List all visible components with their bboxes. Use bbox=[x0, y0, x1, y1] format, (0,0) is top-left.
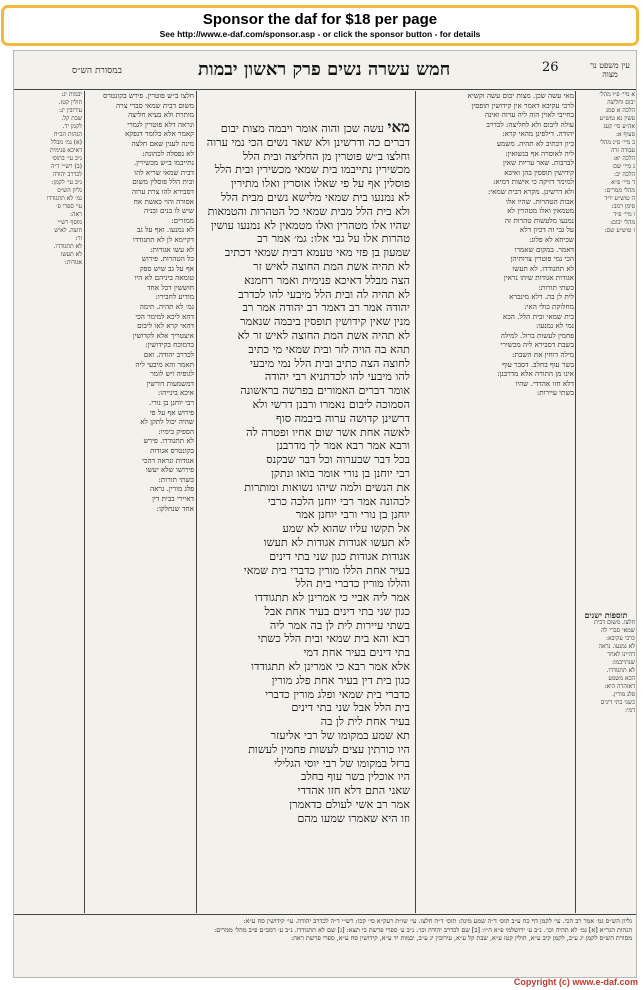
rashi-line: על גבי זה דכיון דלא bbox=[519, 225, 574, 235]
gemara-line: בעיר אחת לית לן בה bbox=[320, 715, 410, 729]
tosafot-yeshanim-line: שמאי סברי לה bbox=[601, 627, 635, 634]
gemara-line: ורבא אמר רבא אמר לך מדרבנן bbox=[276, 439, 410, 453]
ein-mishpat-line: ו מיי׳ פ״ד bbox=[613, 211, 635, 218]
tosafot-line: כדמוכח בקידושין: bbox=[145, 340, 194, 350]
ein-mishpat-line: ד מיי׳ פ״א bbox=[611, 179, 635, 186]
tosafot-line: חוששין דכל אחד bbox=[147, 282, 194, 292]
tosafot-line: לא עשו אגודות: bbox=[150, 244, 194, 254]
header-left-label: במסורת הש״ס bbox=[72, 66, 122, 76]
margin-note-line: לכדרב יהודה bbox=[52, 171, 82, 178]
rashi-line: שכיחא לא פלוג: bbox=[528, 234, 574, 244]
rashi-line: מאי עשה שכן. מצות יבום עשה וקשיא bbox=[467, 91, 574, 100]
gemara-line: לחוצה הצה כתיב ובית הלל נמי מיבעי bbox=[249, 356, 410, 370]
margin-note-line: לא תתגודדו. bbox=[53, 243, 82, 250]
bottom-notes bbox=[22, 917, 632, 975]
tosafot-line: לא נפסלה לכהונה: bbox=[142, 148, 194, 158]
gemara-line: כדברי בית שמאי ופלג מורין כדברי bbox=[265, 687, 410, 701]
margin-note-line: מוסף רש״י bbox=[57, 219, 82, 226]
tosafot-line: בקונטרס אגודות bbox=[150, 445, 194, 455]
gemara-line: לא תעשו אגודות אגודות לא תעשו bbox=[263, 535, 410, 549]
gemara-line: היו אוכלין בשר עוף בחלב bbox=[301, 770, 410, 784]
ein-mishpat-line: ב מיי׳ פ״ג מהל׳ bbox=[599, 139, 635, 146]
gemara-line: רבי יוחנן בן נורי אומר בואו ונתקן bbox=[271, 466, 410, 480]
tosafot-line: קאמר אלא כלומר דנפקא bbox=[124, 129, 194, 139]
tosafot-line: איכא בינייהו: bbox=[157, 388, 194, 398]
gemara-line: וחלצו ב״ש פוטרין מן החליצה ובית הלל bbox=[242, 149, 410, 163]
gemara-line: שהיו אלו מטהרין ואלו מטמאין לא נמנעו עושין bbox=[210, 218, 410, 232]
tosafot-line: אסורה והוי כאשת אח bbox=[133, 196, 194, 206]
tosafot-yeshanim-line: כשני בתי דינים bbox=[600, 699, 635, 706]
tosafot-line: דסבירא להו צרת ערוה bbox=[131, 186, 194, 196]
tosafot-yeshanim-line: שנתייבמו: bbox=[611, 659, 635, 666]
tosafot-yeshanim-title: תוספות ישנים bbox=[584, 611, 628, 619]
rashi-line: נמי לא נמנעו: bbox=[536, 321, 574, 331]
margin-note-line: ראה: bbox=[69, 211, 82, 218]
rashi-line: פחמין לעשות ברזל. למילה bbox=[500, 330, 574, 340]
margin-note-line: לא תעשו bbox=[60, 251, 82, 258]
tosafot-yeshanim-line: דאזהרה היא: bbox=[604, 683, 635, 690]
gemara-line: והללו מורין כדברי בית הלל bbox=[295, 577, 410, 591]
rashi-line: אבות הטהרות. שהיו אלו bbox=[506, 196, 574, 206]
tosafot-line: לגופיה ויש לומר bbox=[150, 369, 194, 379]
gemara-line: אמר ליה אביי כי אמרינן לא תתגודדו bbox=[254, 591, 410, 605]
rashi-line: בשתי עיירות: bbox=[536, 388, 574, 398]
sponsor-banner[interactable] bbox=[1, 5, 639, 46]
tosafot-line: מודיע לחבירו: bbox=[155, 292, 194, 302]
gemara-line: לכהונה אמר רבי יוחנן הלכה כרבי bbox=[267, 494, 410, 508]
rashi-line: ולא דרשינן. מקרא דבית שמאי: bbox=[487, 186, 574, 196]
ein-mishpat-line: ג מיי׳ שם bbox=[613, 163, 635, 170]
rashi-line: בחייבי לאוין הוה ליה ערוה ואינה bbox=[484, 110, 574, 120]
rashi-line: כשתי תורות: bbox=[538, 282, 574, 292]
tosafot-line: איצטריך אלא לקדושין bbox=[132, 330, 194, 340]
margin-note-line: נ״ב עי׳ לקמן: bbox=[51, 179, 82, 186]
tosafot-line: אף על גב שיש ספק bbox=[139, 263, 194, 273]
gemara-line: יהודה אמר רב דאמר רב יהודה אמר רב bbox=[242, 301, 410, 315]
tosafot-line: שיש לו בנים ובניה bbox=[144, 206, 194, 216]
margin-note-line: עירובין יג: bbox=[59, 107, 82, 114]
margin-note-line: יבמות יג: bbox=[61, 91, 82, 98]
rashi-line: בית שמאי ובית הלל. הכא bbox=[502, 311, 574, 321]
gemara-line: בתי דינים בעיר אחת דמי bbox=[303, 646, 410, 660]
gemara-line: ולא בית הלל מבית שמאי כל הטהרות והטמאות bbox=[207, 204, 410, 218]
tosafot-line: לא תתגודדו. פירש bbox=[143, 436, 194, 446]
ein-mishpat-line: הלכה א סמג bbox=[605, 107, 635, 114]
gemara-line: לא תהיה לה ובית הלל מיבעי להו לכדרב bbox=[238, 287, 410, 301]
bottom-note-line: הגהות הגר״א [א] גמ׳ לא תהיה וכו׳. נ״ב ע׳ ירושלמי פ״א ה״ו: [ב] שם לכדרב יהודה וכו׳. נ״ב ע׳ ספרי פרשת כי תצא: [ג] שם לא תתגודדו. נ״ב ע׳ רמב״ם פ״ב מהל׳ ממרים: bbox=[214, 925, 632, 934]
gemara-line: אגודות אגודות כגון שני בתי דינים bbox=[269, 549, 410, 563]
gemara-line: את הנשים ולמה שיהו נשואות ומותרות bbox=[244, 480, 410, 494]
sponsor-title[interactable]: Sponsor the daf for $18 per page bbox=[202, 11, 438, 28]
rashi-line: דלא חזו אהדדי. שהיו bbox=[515, 378, 574, 388]
rashi-line: בשר עוף בחלב. דסבר עוף bbox=[502, 359, 574, 369]
tosafot-yeshanim-line: הכא משמע bbox=[608, 675, 635, 682]
rashi-line: הכי נמי פוטרין צרותיהן bbox=[510, 254, 574, 264]
gemara-line: אל תקשו עליו שהוא לא שמע bbox=[282, 522, 410, 536]
copyright-notice[interactable]: Copyright (c) www.e-daf.com bbox=[513, 977, 638, 987]
daf-number: 26 bbox=[542, 60, 559, 75]
rashi-line: ליה לאוסרה אף בנשואין: bbox=[505, 148, 574, 158]
talmud-page bbox=[13, 50, 637, 978]
margin-divider-left bbox=[84, 91, 85, 913]
margin-note-line: (ב) רש״י ד״ה bbox=[50, 163, 82, 170]
tosafot-line: כל הטהרות. פירוש bbox=[141, 254, 194, 264]
tosafot-line: מינה לענין שאם חלצה bbox=[131, 138, 194, 148]
gemara-line: דרשינן קדושה ערוה ביבמה סוף bbox=[276, 411, 410, 425]
ein-mishpat-line: ה טוש״ע יו״ד bbox=[604, 195, 635, 202]
rashi-line: לרבי עקיבא דאמר אין קידושין תופסין bbox=[471, 100, 574, 110]
gemara-line: אמר רב אשי לעולם כדאמרן bbox=[289, 798, 410, 812]
gemara-line: בשתי עיירות לית לן בה אמר ליה bbox=[269, 618, 410, 632]
tosafot-line: מותרת ולא בעיא חליצה bbox=[128, 110, 194, 120]
gemara-line: בעיר אחת הללו מורין כדברי בית שמאי bbox=[243, 563, 410, 577]
gemara-line: תא שמע במקומו של רבי אליעזר bbox=[270, 729, 410, 743]
rashi-line: לברבות. שאר עריות שאין bbox=[503, 158, 574, 168]
rashi-line: למימר דזיקה כי אישות דמיא: bbox=[492, 177, 574, 187]
gemara-line: רבא והא בית שמאי ובית הלל כשתי bbox=[257, 632, 410, 646]
tosafot-line: שהיה יכול לתקן לא bbox=[140, 417, 194, 427]
ein-mishpat-header: עין משפט נר מצוה bbox=[590, 61, 630, 79]
margin-note-line: נ״ב עי׳ בתוס׳ bbox=[51, 155, 82, 162]
opening-word: מאי bbox=[387, 119, 410, 136]
gemara-line: לא נמנעו בית שמאי מלישא נשים מבית הלל bbox=[221, 190, 410, 204]
gemara-line: ברזל במקומו של רבי יוסי הגלילי bbox=[274, 756, 410, 770]
page-title: חמש עשרה נשים פרק ראשון יבמות bbox=[198, 59, 451, 80]
tosafot-yeshanim-column bbox=[577, 611, 635, 911]
page-header bbox=[14, 57, 636, 87]
margin-note-line: שבת קל. bbox=[61, 115, 82, 122]
gemara-line: שאני התם דלא חזו אהדדי bbox=[297, 784, 410, 798]
bottom-note-line: גליון הש״ס גמ׳ אמר רב הכי. עי׳ לקמן דף כח ע״ב תוס׳ ד״ה שמע מינה: תוס׳ ד״ה חלצו. עי׳ שו״ת רעק״א סי׳ קכו: רש״י ד״ה לכדרב יהודה. עי׳ קידושין סח ע״א: bbox=[243, 917, 632, 925]
rashi-line: כיון דכתיב לא תהיה. משמע bbox=[496, 138, 574, 148]
tosafot-line: ונראה דלא פוטרין לגמרי bbox=[127, 119, 194, 129]
gemara-line: בכל דבר שבערוה וכל דבר שבקנס bbox=[266, 453, 410, 467]
rashi-line: עולה ליבום ולא לחליצה: לכדרב bbox=[486, 119, 574, 129]
tosafot-line: דהא ליכא למימר הכי bbox=[135, 311, 194, 321]
margin-note-line: (א) גמ׳ מבלל bbox=[50, 139, 82, 146]
gemara-line: יוחנן בן נורי ורבי יוחנן אמר bbox=[295, 508, 410, 522]
tosafot-line: ממזרים: bbox=[171, 215, 194, 225]
tosafot-yeshanim-line: לא תתגודדו. bbox=[606, 667, 635, 674]
rashi-line: יהודה. דילפינן מהאי קרא: bbox=[502, 129, 574, 139]
tosafot-line: פלג מורין. נראה bbox=[149, 484, 194, 494]
ein-mishpat-line: מהל׳ יבום: bbox=[610, 219, 635, 226]
rashi-line: לא תתגודדו. לא תעשו bbox=[512, 263, 574, 273]
tosafot-line: נתייבמו ב״ש מכשירין. bbox=[133, 158, 194, 168]
tosafot-line: טומאה ביניהם לא היו bbox=[134, 273, 194, 283]
footer-divider bbox=[14, 914, 637, 915]
tosafot-line: דקיימא לן לא תתגודדו bbox=[132, 234, 194, 244]
gemara-line: לאשה אחת אשר שום אחיו ופטרה לה bbox=[246, 425, 410, 439]
sponsor-subtitle[interactable]: See http://www.e-daf.com/sponsor.asp - or click the sponsor button - for details bbox=[159, 29, 481, 39]
gemara-column bbox=[200, 119, 410, 914]
margin-note-line: הגהות הב״ח bbox=[53, 131, 82, 138]
tosafot-line: אחד שנחלקו: bbox=[156, 503, 194, 513]
gemara-line: הצה מבלל דאיכא פנימית ואמר רחמנא bbox=[244, 273, 410, 287]
tosafot-column bbox=[86, 91, 194, 914]
rashi-line: מחלוקת כולי האי: bbox=[524, 302, 574, 312]
margin-note-line: אגודות: bbox=[64, 259, 82, 266]
tosafot-yeshanim-line: חלצו. משום דבית bbox=[594, 619, 635, 626]
tosafot-line: דמשמעות דורשין bbox=[146, 378, 194, 388]
tosafot-line: פירוש אף על פי bbox=[149, 407, 194, 417]
tosafot-line: פירושו שלא יעשו bbox=[145, 465, 194, 475]
margin-note-line: חוצה. לאיש bbox=[54, 227, 82, 234]
rashi-line: לית לן בה. דלא מינכרא bbox=[509, 292, 574, 302]
ein-mishpat-line: עבודה זרה bbox=[610, 147, 635, 154]
masoret-hashas-column bbox=[16, 91, 82, 914]
gemara-line: לא תהיה אשת המת החוצה לאיש זר לא bbox=[237, 328, 410, 342]
ein-mishpat-line: ז טוש״ע שם: bbox=[604, 227, 635, 234]
gemara-line: שמעון בן פזי מאי טעמא דבית שמאי דכתיב bbox=[224, 246, 410, 260]
tosafot-line: ובית הלל פוסלין משום bbox=[132, 177, 194, 187]
ein-mishpat-line: אה״ע סי׳ קעג bbox=[603, 123, 635, 130]
tosafot-line: לכדרב יהודה. ואם bbox=[143, 350, 194, 360]
tosafot-line: משום דבית שמאי סברי צרה bbox=[116, 100, 194, 110]
ein-mishpat-column bbox=[577, 91, 635, 611]
ein-mishpat-line: א מיי׳ פ״ו מהל׳ bbox=[599, 91, 635, 98]
gemara-line: לא תהיה אשת המת החוצה לאיש זר bbox=[253, 259, 410, 273]
margin-divider-right bbox=[575, 91, 576, 913]
margin-note-line: גליון הש״ס bbox=[57, 187, 82, 194]
rashi-line: נמנעו מלעשות טהרות זה bbox=[504, 215, 574, 225]
margin-note-line: עי׳ ספרי פ׳ bbox=[56, 203, 82, 210]
ein-mishpat-line: הלכה יא: bbox=[613, 155, 635, 162]
column-divider-left bbox=[196, 91, 197, 913]
tosafot-line: תאמר והא מיבעי ליה bbox=[135, 359, 194, 369]
bottom-note-line: מסורת הש״ס לקמן יג ע״ב, לקמן קיב ע״א, חולין קטז ע״א, שבת קל ע״א, עירובין יג ע״ב, יבמות יד ע״א, קידושין סח ע״א, ספרי פרשת ראה: bbox=[291, 934, 632, 943]
margin-note-line: גמ׳ לא תתגודדו bbox=[46, 195, 82, 202]
ein-mishpat-line: סימן רמב: bbox=[611, 203, 635, 210]
gemara-line: דברים כה ודרשינן ולא שאר נשים הכי נמי ערוה bbox=[206, 135, 410, 149]
tosafot-line: דהאי קרא לאו ליבום bbox=[137, 321, 194, 331]
tosafot-yeshanim-line: דהיינו לאחר bbox=[607, 651, 635, 658]
rashi-line: קידושין תופסין בהן ואיכא bbox=[504, 167, 574, 177]
rashi-column bbox=[419, 91, 574, 914]
rashi-line: בשבת דסבירא ליה מכשירי bbox=[500, 340, 574, 350]
gemara-line: תהא בה הויה לזר ובית שמאי מי כתיב bbox=[248, 342, 410, 356]
tosafot-line: רבי יוחנן בן נורי. bbox=[148, 398, 194, 407]
rashi-line: דאמר. במקום שאמרו bbox=[514, 244, 574, 254]
tosafot-line: דבית שמאי שריא להו bbox=[134, 167, 194, 177]
margin-note-line: חולין קטז. bbox=[58, 99, 82, 106]
tosafot-line: חלצו ב״ש פוטרין. פירש בקונטרס bbox=[103, 91, 194, 100]
ein-mishpat-line: עשין נא טוש״ע bbox=[599, 115, 635, 122]
gemara-line: אלא אמר רבא כי אמרינן לא תתגודדו bbox=[251, 660, 410, 674]
tosafot-line: גמ׳ לא תהיה. תימה bbox=[139, 302, 194, 312]
gemara-line: היו כורתין עצים לעשות פחמין לעשות bbox=[248, 742, 410, 756]
ein-mishpat-line: סעיף א: bbox=[615, 131, 635, 138]
gemara-line: להו מיבעי להו לכדתניא רבי יהודה bbox=[264, 370, 410, 384]
gemara-line: מאי עשה שכן והוה אומר ויבמה מצות יבום bbox=[220, 119, 410, 136]
tosafot-line: דאיירי בבית דין bbox=[152, 493, 194, 503]
rashi-line: אגודות אגודות שיהו נראין bbox=[503, 273, 574, 283]
gemara-line: אומר דברים האמורים בפרשה בראשונה bbox=[240, 384, 410, 398]
tosafot-line: אגודות ונראה דהכי bbox=[142, 455, 194, 465]
tosafot-line: כשתי תורות: bbox=[158, 474, 194, 484]
tosafot-line: הספיק בימיו: bbox=[158, 426, 194, 436]
rashi-line: מילה דוחין את השבת: bbox=[512, 350, 574, 360]
gemara-line: פוסלין אף על פי שאלו אוסרין ואלו מתירין bbox=[230, 177, 410, 191]
margin-note-line: זר: bbox=[75, 235, 82, 242]
margin-note-line: לקמן יד. bbox=[62, 123, 82, 130]
tosafot-yeshanim-line: פלג מורין. bbox=[612, 691, 635, 698]
ein-mishpat-line: מהל׳ ממרים: bbox=[604, 187, 635, 194]
gemara-line: בית הלל אבל שני בתי דינים bbox=[291, 701, 410, 715]
ein-mishpat-line: יבום וחליצה bbox=[607, 99, 635, 106]
gemara-line: וזו היא שאמרו שמעו מהם bbox=[297, 811, 410, 825]
gemara-line: מכשירין נתייבמו בית שמאי מכשירין ובית הלל bbox=[214, 163, 410, 177]
tosafot-yeshanim-line: לא נמנעו. נראה bbox=[598, 643, 635, 650]
rashi-line: אינו מן התורה אלא מדרבנן: bbox=[497, 369, 574, 379]
margin-note-line: דאיכא פנימית bbox=[50, 147, 82, 154]
gemara-line: טהרות אלו על גבי אלו: גמ׳ אמר רב bbox=[257, 232, 410, 246]
tosafot-line: לא נמנעו. ואף על גב bbox=[136, 225, 194, 235]
header-divider bbox=[14, 89, 637, 90]
tosafot-yeshanim-line: כרבי עקיבא: bbox=[606, 635, 635, 642]
gemara-line: הסמוכה ליבום נאמרו ורבנן דרשי ולא bbox=[252, 397, 410, 411]
column-divider-right bbox=[415, 91, 416, 913]
gemara-line: מנין שאין קידושין תופסין ביבמה שנאמר bbox=[239, 315, 410, 329]
gemara-line: כגון שני בתי דינים בעיר אחת אבל bbox=[264, 604, 410, 618]
rashi-line: מטמאין ואלו מטהרין לא bbox=[507, 206, 574, 216]
tosafot-yeshanim-line: דמי: bbox=[624, 707, 635, 714]
gemara-line: כגון בית דין בעיר אחת פלג מורין bbox=[271, 673, 410, 687]
ein-mishpat-line: הלכה יב: bbox=[613, 171, 635, 178]
